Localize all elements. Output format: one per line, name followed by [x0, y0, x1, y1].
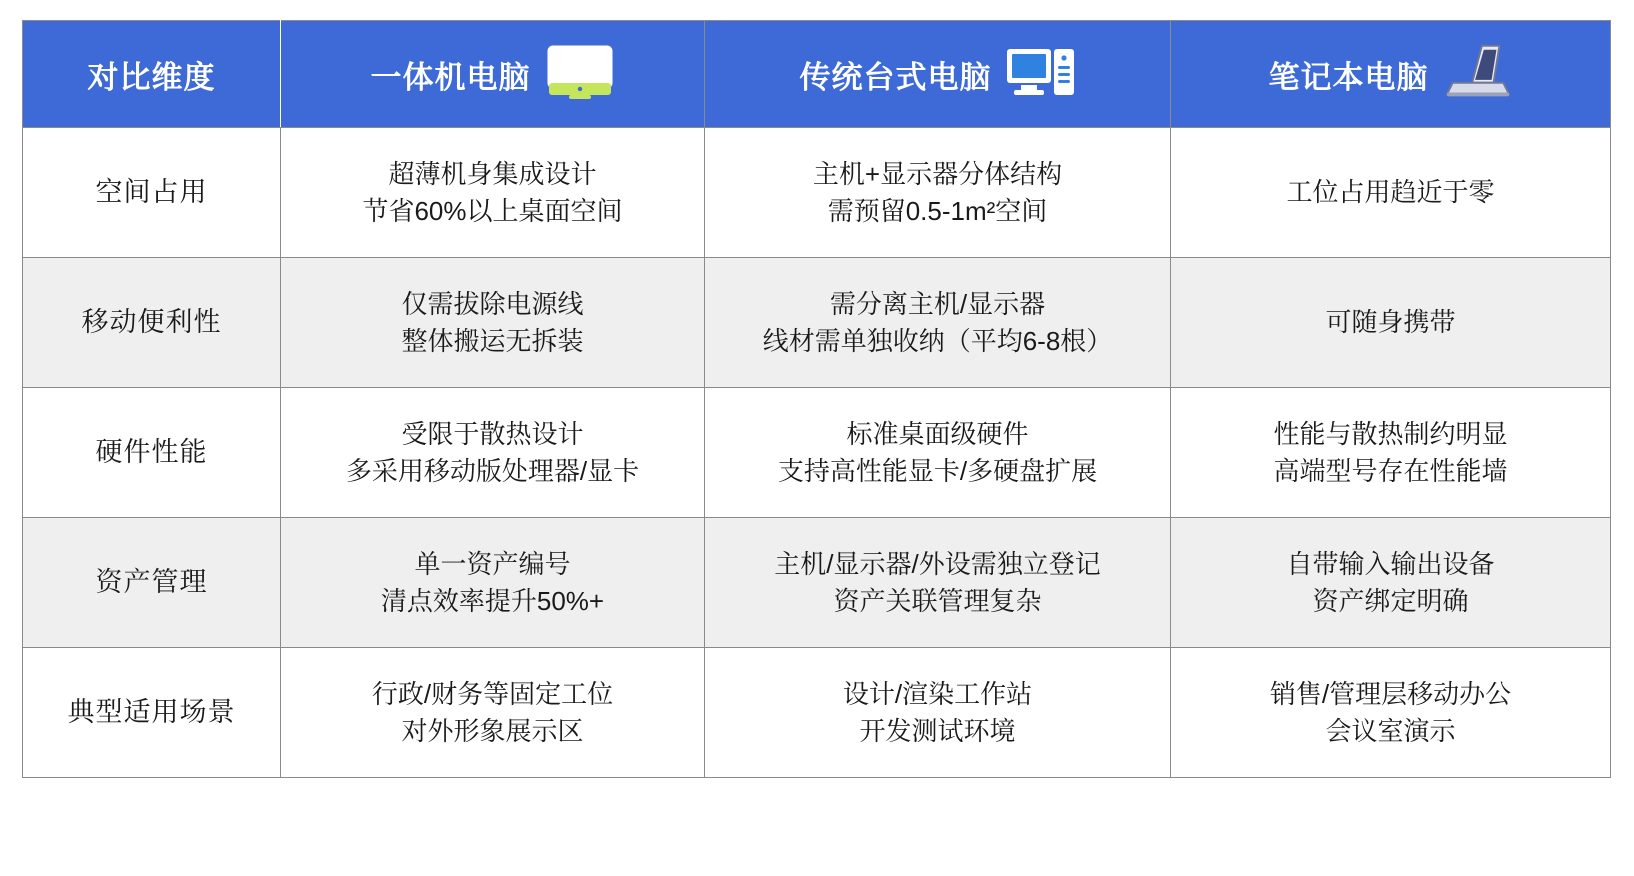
cell-line: 需分离主机/显示器	[829, 288, 1046, 319]
column-header-desktop-label: 传统台式电脑	[799, 59, 992, 95]
laptop-computer-icon	[1443, 43, 1513, 105]
cell-line: 自带输入输出设备	[1286, 548, 1495, 579]
cell-line: 会议室演示	[1325, 715, 1456, 746]
cell-line: 需预留0.5-1m²空间	[827, 195, 1048, 226]
cell-line: 设计/渲染工作站	[842, 678, 1033, 709]
cell-all-in-one	[281, 648, 705, 778]
row-dimension-label: 典型适用场景	[23, 648, 281, 778]
row-dimension-label: 空间占用	[23, 128, 281, 258]
cell-line: 主机/显示器/外设需独立登记	[774, 548, 1101, 579]
cell-line: 高端型号存在性能墙	[1273, 455, 1508, 486]
column-header-all-in-one-label: 一体机电脑	[370, 59, 531, 95]
cell-line: 整体搬运无拆装	[401, 325, 584, 356]
column-header-laptop	[1171, 21, 1611, 128]
column-header-dimension	[23, 21, 281, 128]
cell-desktop	[705, 258, 1171, 388]
cell-line: 开发测试环境	[859, 715, 1016, 746]
cell-line: 对外形象展示区	[401, 715, 584, 746]
row-dimension-label: 硬件性能	[23, 388, 281, 518]
cell-all-in-one	[281, 518, 705, 648]
cell-line: 可随身携带	[1325, 307, 1456, 338]
cell-line: 支持高性能显卡/多硬盘扩展	[777, 455, 1098, 486]
cell-desktop	[705, 128, 1171, 258]
cell-line: 工位占用趋近于零	[1286, 177, 1495, 208]
table-header	[23, 21, 1611, 128]
row-dimension-label: 移动便利性	[23, 258, 281, 388]
cell-laptop	[1171, 388, 1611, 518]
cell-desktop	[705, 388, 1171, 518]
cell-laptop	[1171, 128, 1611, 258]
cell-desktop	[705, 648, 1171, 778]
cell-laptop	[1171, 258, 1611, 388]
table-row	[23, 388, 1611, 518]
cell-all-in-one	[281, 388, 705, 518]
cell-line: 销售/管理层移动办公	[1269, 678, 1512, 709]
cell-line: 标准桌面级硬件	[846, 418, 1029, 449]
cell-line: 行政/财务等固定工位	[371, 678, 614, 709]
column-header-all-in-one	[281, 21, 705, 128]
cell-all-in-one	[281, 128, 705, 258]
cell-all-in-one	[281, 258, 705, 388]
cell-laptop	[1171, 648, 1611, 778]
comparison-table-container	[22, 20, 1610, 778]
table-body	[23, 128, 1611, 778]
table-row	[23, 648, 1611, 778]
column-header-desktop	[705, 21, 1171, 128]
table-header-row	[23, 21, 1611, 128]
column-header-dimension-label: 对比维度	[87, 59, 216, 95]
row-dimension-label: 资产管理	[23, 518, 281, 648]
desktop-tower-computer-icon	[1006, 43, 1076, 105]
cell-desktop	[705, 518, 1171, 648]
cell-line: 线材需单独收纳（平均6-8根）	[762, 325, 1113, 356]
cell-line: 资产关联管理复杂	[833, 585, 1042, 616]
table-row	[23, 128, 1611, 258]
cell-line: 多采用移动版处理器/显卡	[345, 455, 640, 486]
comparison-table	[22, 20, 1611, 778]
cell-line: 主机+显示器分体结构	[812, 158, 1063, 189]
cell-line: 清点效率提升50%+	[380, 585, 605, 616]
cell-line: 节省60%以上桌面空间	[362, 195, 623, 226]
table-row	[23, 258, 1611, 388]
cell-line: 单一资产编号	[414, 548, 571, 579]
table-row	[23, 518, 1611, 648]
cell-line: 受限于散热设计	[401, 418, 584, 449]
cell-line: 资产绑定明确	[1312, 585, 1469, 616]
cell-line: 仅需拔除电源线	[401, 288, 584, 319]
cell-line: 超薄机身集成设计	[388, 158, 597, 189]
all-in-one-computer-icon	[545, 43, 615, 105]
column-header-laptop-label: 笔记本电脑	[1268, 59, 1429, 95]
cell-laptop	[1171, 518, 1611, 648]
cell-line: 性能与散热制约明显	[1273, 418, 1508, 449]
